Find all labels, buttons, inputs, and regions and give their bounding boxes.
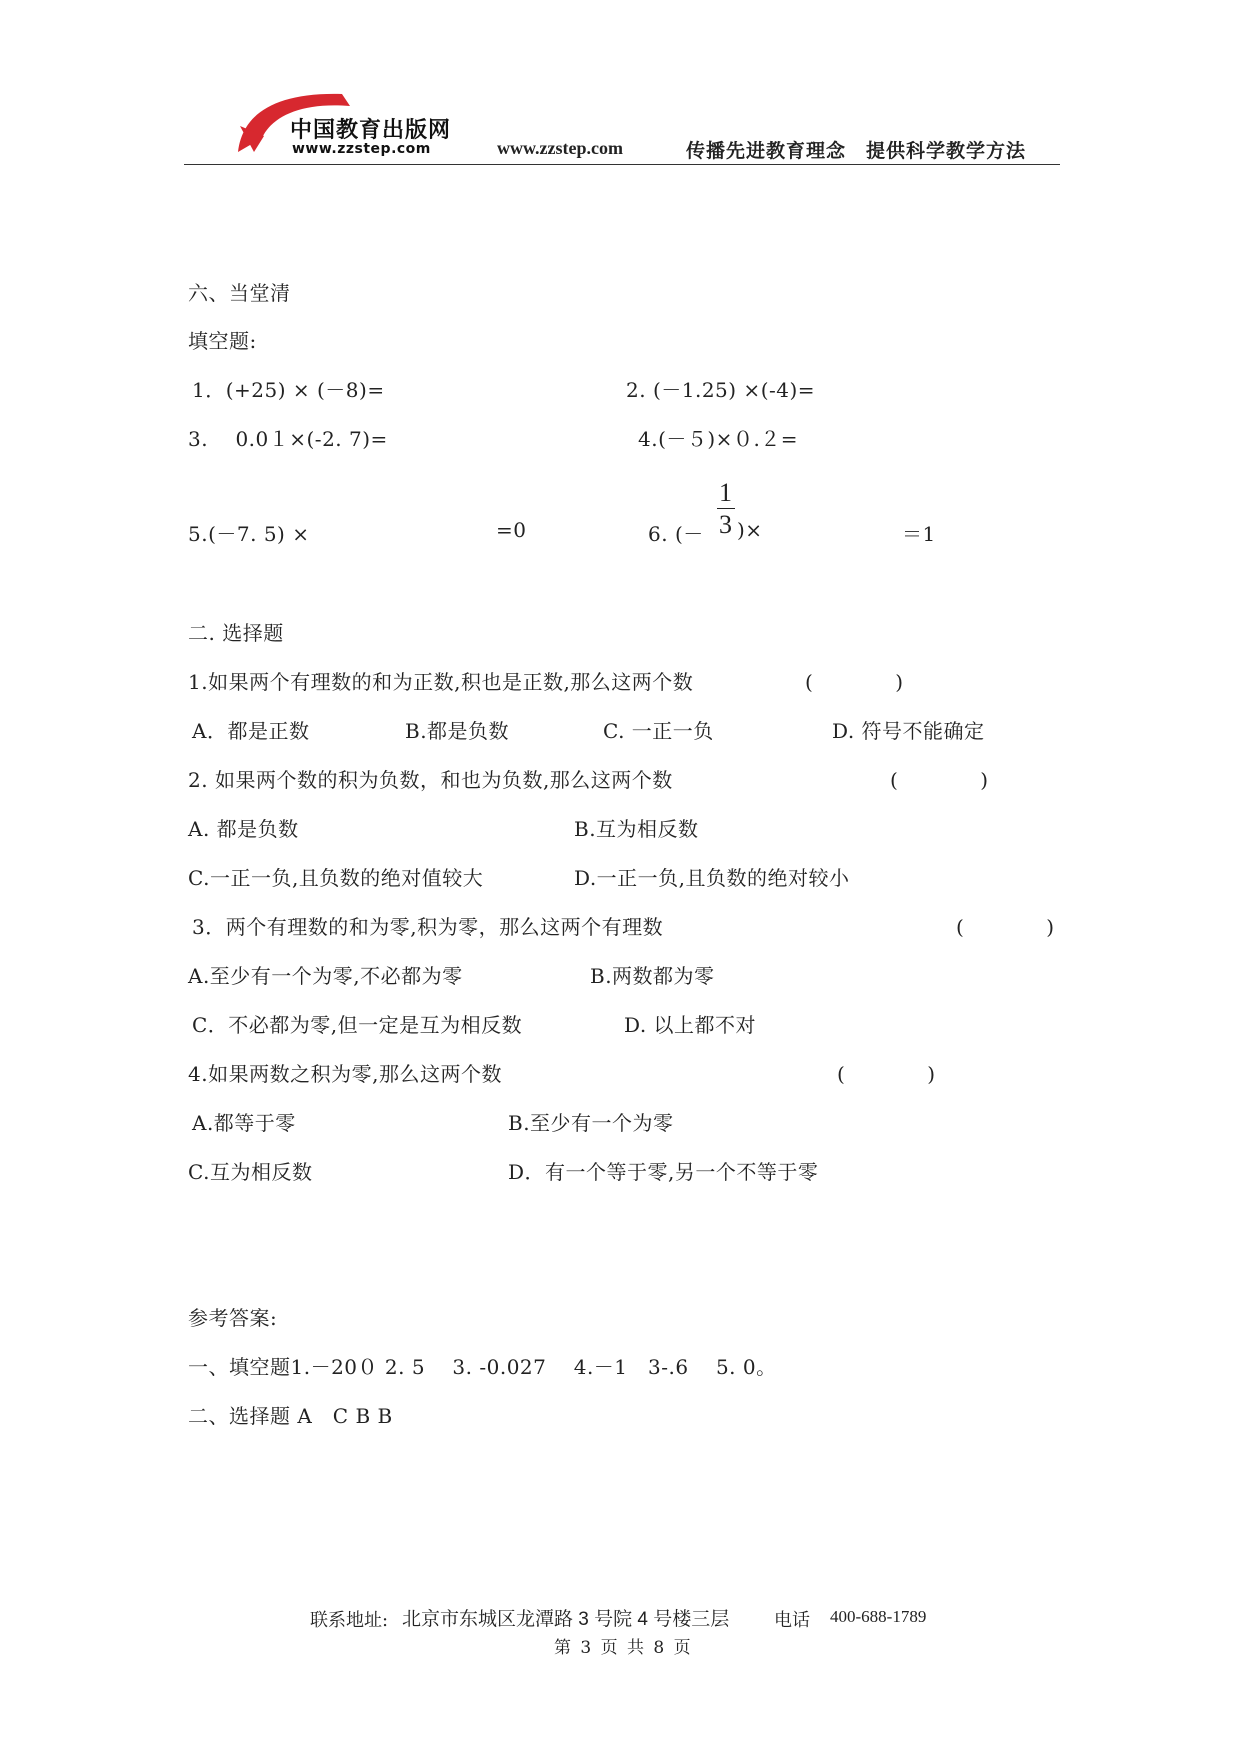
option-c: C.互为相反数 xyxy=(188,1160,313,1184)
fill-question-6-left: 6. (－ xyxy=(648,522,704,546)
choice-question-3: 3．两个有理数的和为零,积为零，那么这两个有理数 xyxy=(192,915,664,939)
option-c: C．不必都为零,但一定是互为相反数 xyxy=(192,1013,523,1037)
footer-address-label: 联系地址: xyxy=(310,1610,389,1631)
option-d: D.一正一负,且负数的绝对较小 xyxy=(574,866,850,890)
section-subtitle: 填空题: xyxy=(188,329,257,353)
page-number: 第 3 页 共 8 页 xyxy=(554,1638,693,1658)
option-d: D．有一个等于零,另一个不等于零 xyxy=(508,1160,819,1184)
choice-question-4: 4.如果两数之积为零,那么这两个数 xyxy=(188,1062,502,1086)
answer-blank-2: ( ) xyxy=(890,768,989,792)
answers-choice: 二、选择题 A C B B xyxy=(188,1404,393,1428)
fill-question-6-mid: )× xyxy=(737,518,763,542)
option-c: C. 一正一负 xyxy=(603,719,714,743)
option-b: B.都是负数 xyxy=(405,719,510,743)
option-b: B.两数都为零 xyxy=(590,964,715,988)
choice-question-2: 2. 如果两个数的积为负数，和也为负数,那么这两个数 xyxy=(188,768,673,792)
fill-question-1: 1．(+25) × (－8)= xyxy=(192,378,385,402)
answers-title: 参考答案: xyxy=(188,1306,278,1330)
footer-phone: 400-688-1789 xyxy=(830,1607,927,1626)
fill-question-5-right: =0 xyxy=(496,518,527,542)
option-a: A.至少有一个为零,不必都为零 xyxy=(188,964,463,988)
section-title: 六、当堂清 xyxy=(188,281,291,305)
option-b: B.互为相反数 xyxy=(574,817,699,841)
footer-phone-label: 电话 xyxy=(774,1610,810,1631)
option-c: C.一正一负,且负数的绝对值较大 xyxy=(188,866,484,890)
header-slogan: 传播先进教育理念 提供科学教学方法 xyxy=(686,140,1027,162)
logo-title: 中国教育出版网 xyxy=(290,117,452,143)
section-title: 二. 选择题 xyxy=(188,621,284,645)
option-a: A. 都是负数 xyxy=(188,817,299,841)
choice-question-1: 1.如果两个有理数的和为正数,积也是正数,那么这两个数 xyxy=(188,670,694,694)
footer-address: 北京市东城区龙潭路 3 号院 4 号楼三层 xyxy=(402,1609,730,1630)
fraction-denominator: 3 xyxy=(719,510,732,539)
answer-blank-3: ( ) xyxy=(956,915,1055,939)
option-d: D. 符号不能确定 xyxy=(832,719,985,743)
fill-question-4: 4.(－５)×０.２= xyxy=(638,427,799,451)
fill-question-5-left: 5.(－7. 5) × xyxy=(188,522,310,546)
fill-question-2: 2. (－1.25) ×(-4)= xyxy=(626,378,816,402)
option-a: A.都等于零 xyxy=(192,1111,296,1135)
fraction-numerator: 1 xyxy=(719,478,732,507)
option-d: D. 以上都不对 xyxy=(624,1013,757,1037)
fill-question-3: 3. 0.0１×(-2. 7)= xyxy=(188,427,388,451)
option-b: B.至少有一个为零 xyxy=(508,1111,674,1135)
answers-fill: 一、填空题1.－20０ 2. 5 3. -0.027 4.－1 3-.6 5. 0。 xyxy=(188,1355,777,1379)
fraction-bar xyxy=(717,508,735,509)
site-url-link[interactable]: www.zzstep.com xyxy=(497,138,623,158)
logo-url: www.zzstep.com xyxy=(292,141,431,157)
fill-question-6-right: ＝1 xyxy=(902,522,936,546)
answer-blank-4: ( ) xyxy=(837,1062,936,1086)
option-a: A．都是正数 xyxy=(192,719,310,743)
answer-blank-1: ( ) xyxy=(805,670,904,694)
header-divider xyxy=(184,164,1060,165)
